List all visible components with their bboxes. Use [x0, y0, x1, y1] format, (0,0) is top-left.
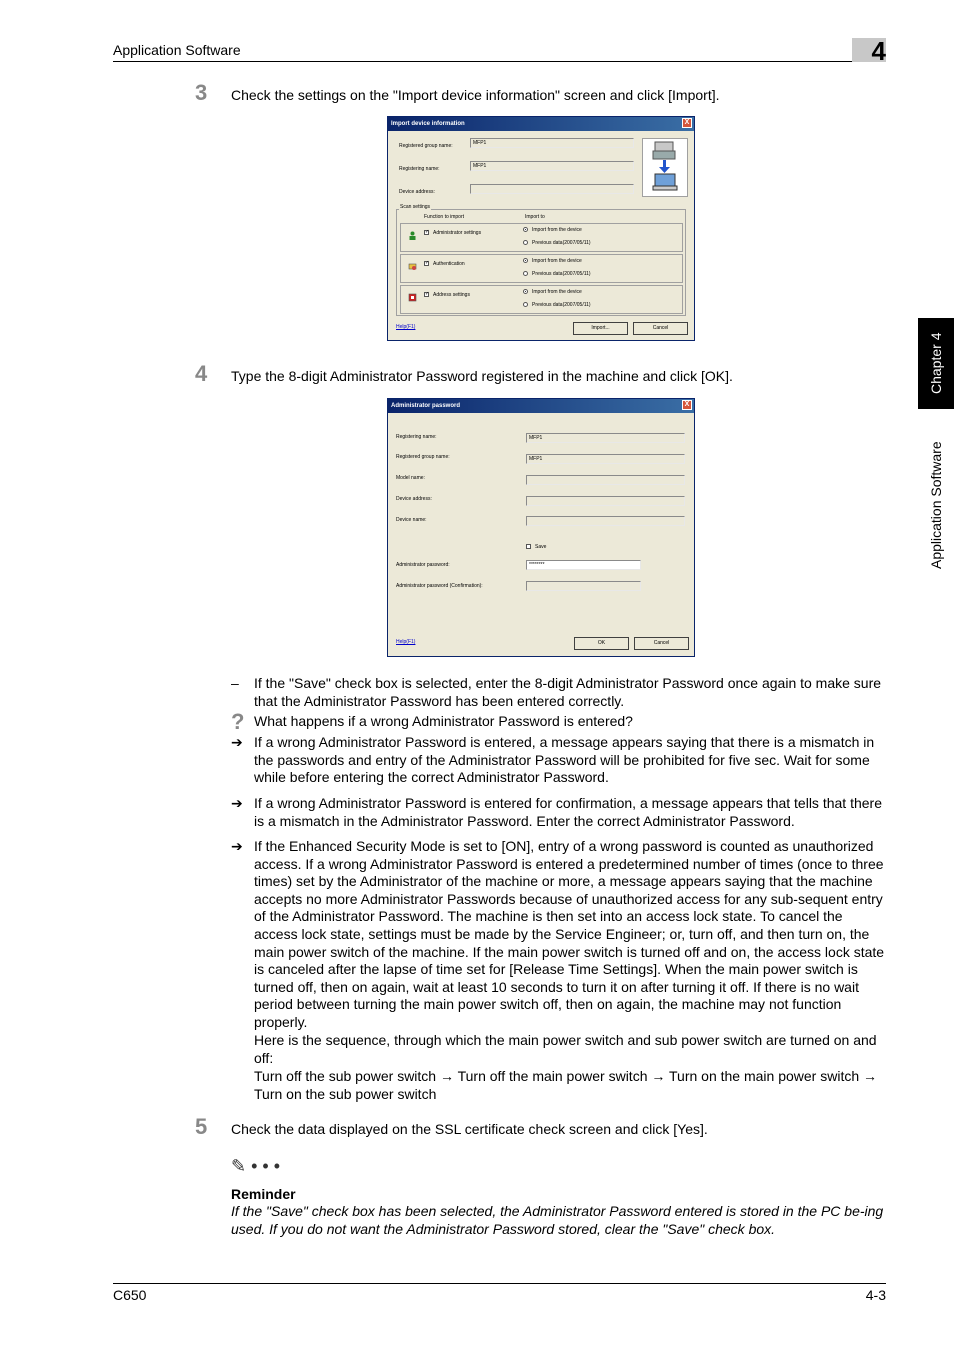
authentication-icon	[408, 258, 417, 267]
auth-import-from-device-label: Import from the device	[532, 258, 582, 264]
note-dash: –	[231, 675, 239, 691]
step-text-3: Check the settings on the "Import device information" screen and click [Import].	[231, 87, 720, 103]
answer-3-sequence-intro: Here is the sequence, through which the main power switch and sub power switch are turned on and off:	[254, 1032, 877, 1066]
section-side-label: Application Software	[928, 441, 944, 569]
address-import-from-device-radio[interactable]	[523, 289, 528, 294]
ok-button[interactable]: OK	[574, 637, 629, 650]
import-button[interactable]: Import...	[573, 322, 628, 335]
save-label: Save	[535, 544, 547, 550]
admin-previous-data-radio[interactable]	[523, 240, 528, 245]
address-book-icon	[408, 289, 417, 298]
function-header: Function to import	[424, 214, 465, 220]
chapter-number: 4	[871, 36, 886, 66]
admin-password-confirm-label: Administrator password (Confirmation):	[396, 583, 483, 589]
auth-previous-data-label: Previous data(2007/05/11)	[532, 271, 591, 277]
device-name-field[interactable]	[526, 516, 685, 526]
model-name-field[interactable]	[526, 475, 685, 485]
header-title: Application Software	[113, 42, 241, 58]
admin-password-label: Administrator password:	[396, 562, 450, 568]
admin-import-from-device-radio[interactable]	[523, 227, 528, 232]
device-address-field[interactable]	[470, 184, 634, 194]
registering-name-field[interactable]: MFP1	[526, 433, 685, 443]
step-number-3: 3	[195, 80, 208, 105]
printer-to-pc-icon	[643, 139, 685, 194]
arrow-icon: ➔	[231, 734, 243, 750]
address-settings-checkbox[interactable]: ✓	[425, 291, 430, 297]
step-number-4: 4	[195, 361, 208, 386]
save-note: If the "Save" check box is selected, enter the 8-digit Administrator Password once again to make sure that the Administrator Password has been entered correctly.	[254, 675, 882, 709]
import-to-header: Import to	[525, 214, 545, 220]
authentication-checkbox[interactable]: ✓	[425, 260, 430, 266]
admin-previous-data-label: Previous data(2007/05/11)	[532, 240, 591, 246]
registered-group-name-field[interactable]: MFP1	[470, 138, 634, 148]
arrow-icon: ➔	[231, 795, 243, 811]
help-link[interactable]: Help(F1)	[396, 639, 416, 645]
dialog-title: Administrator password	[391, 403, 461, 409]
step-text-5: Check the data displayed on the SSL certificate check screen and click [Yes].	[231, 1121, 708, 1137]
close-icon[interactable]: X	[682, 118, 692, 128]
registering-name-label: Registering name:	[399, 166, 440, 172]
arrow-icon: ➔	[231, 838, 243, 854]
device-address-label: Device address:	[399, 189, 435, 195]
authentication-label: Authentication	[433, 261, 465, 267]
question-text: What happens if a wrong Administrator Password is entered?	[254, 713, 633, 729]
save-checkbox[interactable]	[526, 544, 531, 549]
device-address-field[interactable]	[526, 496, 685, 506]
registering-name-label: Registering name:	[396, 434, 437, 440]
dialog-title-bar	[388, 399, 694, 413]
dialog-title: Import device information	[391, 121, 465, 127]
device-illustration	[642, 138, 688, 197]
footer-rule	[113, 1283, 886, 1284]
admin-password-dialog	[387, 398, 695, 657]
cancel-button[interactable]: Cancel	[633, 322, 688, 335]
registered-group-name-label: Registered group name:	[396, 454, 450, 460]
model-name-label: Model name:	[396, 475, 425, 481]
auth-previous-data-radio[interactable]	[523, 271, 528, 276]
registered-group-name-field[interactable]: MFP1	[526, 454, 685, 464]
admin-password-confirm-input[interactable]	[526, 581, 641, 591]
help-link[interactable]: Help(F1)	[396, 324, 416, 330]
answer-2: If a wrong Administrator Password is entered for confirmation, a message appears that tells that there is a mismatch in the Administrator Password. Enter the correct Administrator Password.	[254, 795, 882, 829]
reminder-title: Reminder	[231, 1186, 296, 1202]
device-address-label: Device address:	[396, 496, 432, 502]
answer-3-sequence: Turn off the sub power switch → Turn off the main power switch → Turn on the main power switch → Turn on the sub power switch	[254, 1068, 878, 1102]
cancel-button[interactable]: Cancel	[634, 637, 689, 650]
footer-model: C650	[113, 1287, 147, 1303]
header-rule	[113, 61, 886, 62]
reminder-text: If the "Save" check box has been selected, the Administrator Password entered is stored in the PC be-ing used. If you do not want the Administrator Password stored, clear the "Save" check box.	[231, 1203, 884, 1237]
close-icon[interactable]: X	[682, 400, 692, 410]
administrator-settings-checkbox[interactable]: ✓	[425, 229, 430, 235]
address-import-from-device-label: Import from the device	[532, 289, 582, 295]
import-device-dialog	[387, 116, 695, 341]
address-settings-label: Address settings	[433, 292, 470, 298]
step-number-5: 5	[195, 1114, 208, 1139]
answer-3: If the Enhanced Security Mode is set to [ON], entry of a wrong password is counted as unauthorized access. If a wrong Administrator Password is entered a predetermined number of times (once to three times) set by the Administrator of the machine or more, a message appears saying that the machine accepts no more Administrator Passwords because of unauthorized access for any sub-sequent entry of the Administrator Password. The machine is then set into an access lock state. To cancel the access lock state, settings must be made by the Service Engineer; or, turn off, and then turn on, the main power switch of the machine. If the main power switch is turned off and on, the access lock state is canceled after the lapse of time set for [Release Time Settings]. When the main power switch is turned off, then on again, wait at least 10 seconds to turn it on after turning it off. If there is no wait period between turning the main power switch off, then on again, the machine may not function properly.	[254, 838, 885, 1030]
footer-page-number: 4-3	[865, 1287, 886, 1303]
registering-name-field[interactable]: MFP1	[470, 161, 634, 171]
administrator-settings-label: Administrator settings	[433, 230, 482, 236]
auth-import-from-device-radio[interactable]	[523, 258, 528, 263]
address-previous-data-label: Previous data(2007/05/11)	[532, 302, 591, 308]
step-text-4: Type the 8-digit Administrator Password registered in the machine and click [OK].	[231, 368, 733, 384]
dialog-title-bar	[388, 117, 694, 131]
admin-import-from-device-label: Import from the device	[532, 227, 582, 233]
admin-password-input[interactable]: ********	[526, 560, 641, 570]
registered-group-name-label: Registered group name:	[399, 143, 453, 149]
chapter-side-tab-label: Chapter 4	[928, 332, 944, 395]
reminder-icon: ✎ • • •	[231, 1156, 280, 1176]
scan-settings-label: Scan settings	[400, 204, 431, 210]
question-icon: ?	[231, 709, 245, 734]
administrator-icon	[408, 227, 417, 236]
answer-1: If a wrong Administrator Password is entered, a message appears saying that there is a mismatch in the passwords and entry of the Administrator Password will be prohibited for five sec. Wait for some while before entering the correct Administrator Password.	[254, 734, 875, 786]
device-name-label: Device name:	[396, 517, 427, 523]
address-previous-data-radio[interactable]	[523, 302, 528, 307]
